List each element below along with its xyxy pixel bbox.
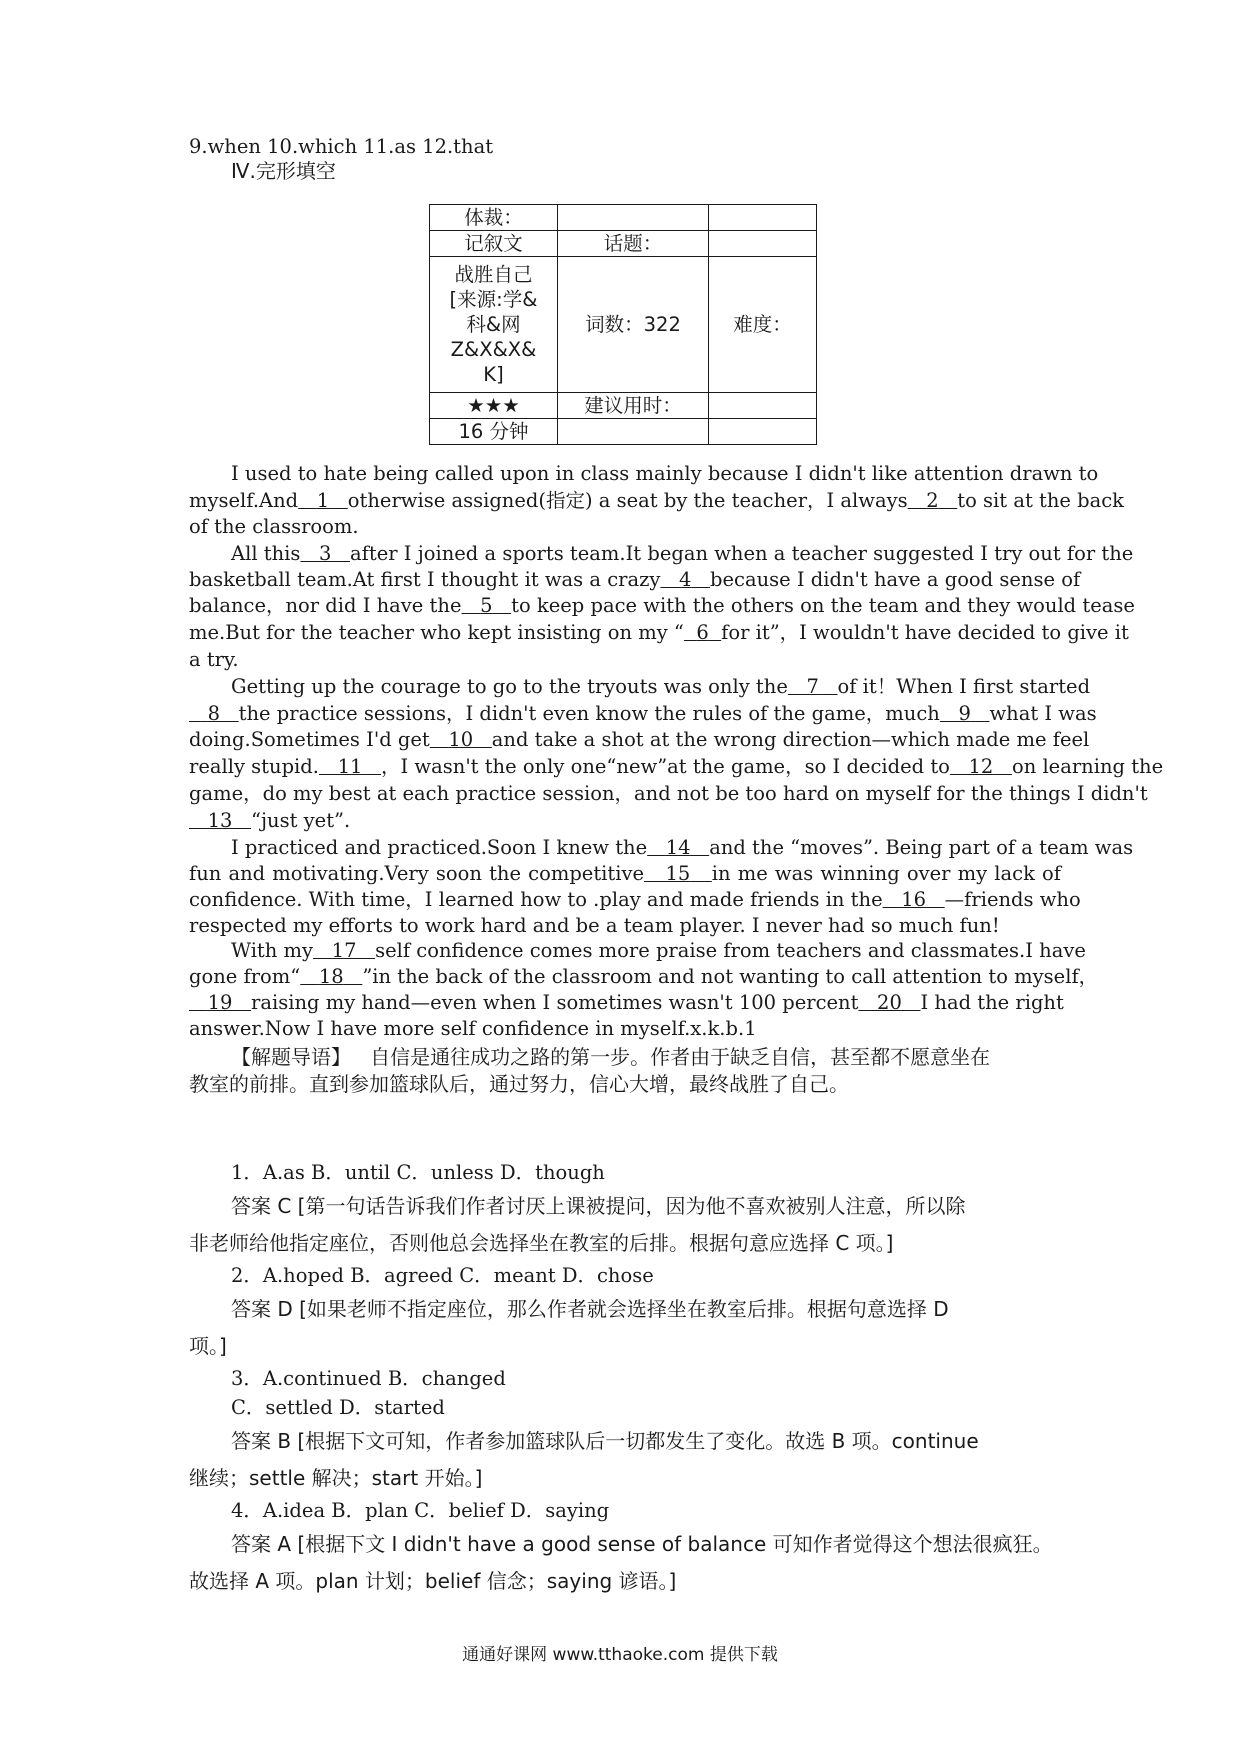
info-table (429, 204, 817, 445)
passage-line: me.But for the teacher who kept insisting on my “ 6 for it”，I wouldn't have decided to give it (189, 621, 1129, 644)
passage-line: of the classroom. (189, 515, 359, 538)
question-options: C．settled D．started (231, 1396, 445, 1419)
guide-line: 教室的前排。直到参加篮球队后，通过努力，信心大增，最终战胜了自己。 (189, 1072, 849, 1096)
passage-line: doing.Sometimes I'd get 10 and take a shot at the wrong direction—which made me feel (189, 728, 1090, 751)
blank-3: 3 (319, 542, 332, 565)
answer-explanation: 继续；settle 解决；start 开始。] (189, 1466, 483, 1490)
answer-explanation: 故选择 A 项。plan 计划；belief 信念；saying 谚语。] (189, 1569, 677, 1593)
blank-2: 2 (926, 489, 939, 512)
passage-line: fun and motivating.Very soon the competitive 15 in me was winning over my lack of (189, 862, 1061, 885)
question-options: 1．A.as B．until C．unless D．though (231, 1161, 605, 1184)
passage-line: 19 raising my hand—even when I sometimes wasn't 100 percent 20 I had the right (189, 990, 1061, 1016)
blank-13: 13 (207, 809, 233, 832)
passage-line: With my 17 self confidence comes more praise from teachers and classmates.I have (231, 939, 1086, 962)
answer-explanation: 非老师给他指定座位，否则他总会选择坐在教室的后排。根据句意应选择 C 项。] (189, 1231, 894, 1255)
blank-4: 4 (678, 568, 692, 591)
source-note-2: 科&网 (466, 313, 521, 336)
answer-explanation: 答案 B [根据下文可知，作者参加篮球队后一切都发生了变化。故选 B 项。continue (231, 1429, 979, 1453)
passage-line: 8 the practice sessions，I didn't even know the rules of the game，much 9 what I was (189, 701, 1061, 727)
difficulty-stars: ★★★ (430, 393, 558, 419)
question-options: 4．A.idea B．plan C．belief D．saying (231, 1499, 610, 1522)
time-label: 建议用时： (558, 393, 709, 419)
section-title: Ⅳ.完形填空 (231, 159, 336, 183)
topic-cell (430, 257, 558, 393)
footer-watermark: 通通好课网 www.tthaoke.com 提供下载 (462, 1645, 778, 1665)
genre-label: 体裁： (430, 205, 558, 231)
answer-line: 9.when 10.which 11.as 12.that (189, 135, 494, 158)
word-count: 词数：322 (558, 257, 709, 393)
guide-label: 【解题导语】 (231, 1045, 351, 1069)
passage-line: answer.Now I have more self confidence in myself.x.k.b.1 (189, 1017, 757, 1040)
passage-line: I used to hate being called upon in class mainly because I didn't like attention drawn to (231, 462, 1099, 485)
passage-line: Getting up the courage to go to the tryouts was only the 7 of it！When I first started (231, 675, 1091, 698)
source-note-3: Z&X&X& (450, 338, 537, 361)
guide-line: 【解题导语】 自信是通往成功之路的第一步。作者由于缺乏自信，甚至都不愿意坐在 (231, 1045, 991, 1069)
blank-17: 17 (331, 939, 357, 962)
source-note-4: K] (483, 363, 504, 386)
passage-line: All this 3 after I joined a sports team.It began when a teacher suggested I try out for the (231, 542, 1134, 565)
blank-12: 12 (968, 755, 994, 778)
passage-line: I practiced and practiced.Soon I knew the 14 and the “moves”. Being part of a team was (231, 836, 1134, 859)
blank-14: 14 (665, 836, 691, 859)
blank-18: 18 (318, 965, 344, 988)
blank-15: 15 (665, 862, 691, 885)
blank-1: 1 (316, 489, 330, 512)
topic-value: 战胜自己 (454, 263, 533, 286)
difficulty-label: 难度： (709, 257, 817, 393)
passage-line: a try. (189, 648, 239, 671)
source-note-1: [来源:学& (449, 288, 538, 311)
passage-line: 13 “just yet”. (189, 808, 1061, 834)
question-options: 3．A.continued B．changed (231, 1367, 506, 1390)
blank-11: 11 (337, 755, 363, 778)
blank-5: 5 (480, 594, 493, 617)
blank-8: 8 (207, 702, 221, 725)
blank-20: 20 (877, 991, 902, 1014)
passage-line: game，do my best at each practice session，and not be too hard on myself for the things I didn't (189, 782, 1148, 805)
question-options: 2．A.hoped B．agreed C．meant D．chose (231, 1264, 654, 1287)
passage-line: balance，nor did I have the 5 to keep pace with the others on the team and they would tease (189, 594, 1135, 617)
topic-label: 话题： (558, 231, 709, 257)
blank-19: 19 (207, 991, 233, 1014)
passage-line: confidence. With time，I learned how to .play and made friends in the 16 —friends who (189, 888, 1081, 911)
answer-explanation: 项。] (189, 1334, 227, 1358)
blank-10: 10 (448, 728, 474, 751)
answer-explanation: 答案 D [如果老师不指定座位，那么作者就会选择坐在教室后排。根据句意选择 D (231, 1297, 949, 1321)
answer-explanation: 答案 C [第一句话告诉我们作者讨厌上课被提问，因为他不喜欢被别人注意，所以除 (231, 1194, 966, 1218)
time-value: 16 分钟 (430, 419, 558, 445)
blank-16: 16 (901, 888, 927, 911)
passage-line: really stupid. 11 ，I wasn't the only one“new”at the game，so I decided to 12 on learning the (189, 755, 1164, 778)
answer-explanation: 答案 A [根据下文 I didn't have a good sense of balance 可知作者觉得这个想法很疯狂。 (231, 1532, 1053, 1556)
blank-6: 6 (696, 621, 709, 644)
passage-line: respected my efforts to work hard and be a team player. I never had so much fun! (189, 914, 1000, 937)
passage-line: basketball team.At first I thought it was a crazy 4 because I didn't have a good sense of (189, 568, 1081, 591)
passage-line: gone from“ 18 ”in the back of the classroom and not wanting to call attention to myself， (189, 965, 1099, 988)
blank-7: 7 (806, 675, 819, 698)
passage-line: myself.And 1 otherwise assigned(指定) a seat by the teacher，I always 2 to sit at the back (189, 489, 1124, 512)
blank-9: 9 (958, 702, 971, 725)
genre-value: 记叙文 (430, 231, 558, 257)
